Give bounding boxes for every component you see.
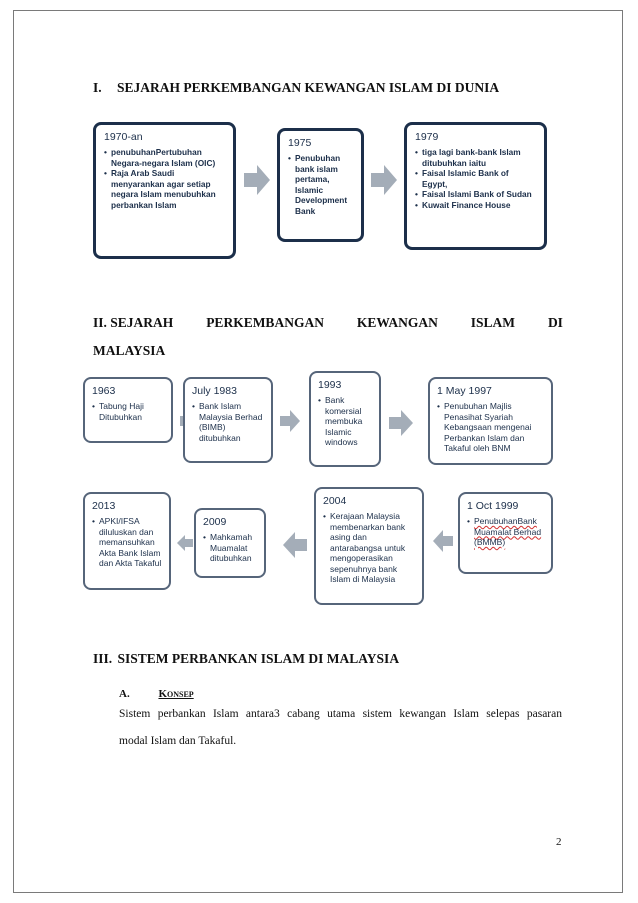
box-item: • Kuwait Finance House (415, 200, 536, 211)
timeline-box-1979 (404, 122, 547, 250)
box-item: • Mahkamah Muamalat ditubuhkan (203, 532, 257, 564)
timeline-box-1963 (83, 377, 173, 443)
timeline-box-1993 (309, 371, 381, 467)
subsection-letter: A. (119, 688, 130, 700)
concept-paragraph (119, 702, 562, 753)
box-year-label: 1963 (92, 385, 116, 397)
section-2-title-line2: MALAYSIA (93, 343, 166, 358)
timeline-box-july-1983 (183, 377, 273, 463)
timeline-box-1970s (93, 122, 236, 259)
section-3-title: SISTEM PERBANKAN ISLAM DI MALAYSIA (117, 651, 400, 666)
box-item (467, 516, 544, 548)
left-arrow-icon (433, 530, 453, 552)
section-2-title-word: SEJARAH (110, 315, 174, 330)
box-item: • Bank Islam Malaysia Berhad (BIMB) ditubuhkan (192, 401, 264, 443)
section-1-number: I. (93, 80, 102, 95)
box-year-label: 1975 (288, 137, 312, 149)
timeline-box-2009 (194, 508, 266, 578)
box-item: • Penubuhan Majlis Penasihat Syariah Kebangsaan mengenai Perbankan Islam dan Takaful oleh BNM (437, 401, 544, 454)
box-item: • Penubuhan bank islam pertama, Islamic Development Bank (288, 153, 353, 216)
timeline-box-1-oct-1999 (458, 492, 553, 574)
left-arrow-icon (283, 532, 307, 558)
right-arrow-icon (244, 165, 270, 195)
timeline-box-2013 (83, 492, 171, 590)
page-number: 2 (556, 836, 562, 848)
box-year-label: 1979 (415, 131, 439, 143)
box-year-label: 1 May 1997 (437, 385, 492, 397)
box-item: • tiga lagi bank-bank Islam ditubuhkan iaitu (415, 147, 536, 168)
left-arrow-icon (177, 535, 193, 551)
box-year-label: 1 Oct 1999 (467, 500, 519, 512)
box-year-label: July 1983 (192, 385, 237, 397)
right-arrow-icon (389, 410, 413, 436)
box-item: • Tabung Haji Ditubuhkan (92, 401, 164, 422)
section-2-title-word: KEWANGAN (356, 315, 438, 330)
section-3-number: III. (93, 651, 113, 666)
section-1-title: SEJARAH PERKEMBANGAN KEWANGAN ISLAM DI DUNIA (117, 80, 500, 95)
subsection-title: Konsep (158, 688, 194, 700)
box-item: • APKI/IFSA diluluskan dan memansuhkan Akta Bank Islam dan Akta Takaful (92, 516, 162, 569)
paragraph-line: modal Islam dan Takaful. (119, 735, 237, 747)
box-item: • Raja Arab Saudi menyarankan agar setiap negara Islam menubuhkan perbankan Islam (104, 168, 225, 210)
box-year-label: 1970-an (104, 131, 143, 143)
section-2-title-word: PERKEMBANGAN (206, 315, 324, 330)
timeline-box-2004 (314, 487, 424, 605)
section-2-heading (93, 315, 563, 359)
box-year-label: 2013 (92, 500, 116, 512)
box-item: • Faisal Islamic Bank of Egypt, (415, 168, 536, 189)
box-year-label: 1993 (318, 379, 342, 391)
box-year-label: 2009 (203, 516, 227, 528)
box-item: • penubuhanPertubuhan Negara-negara Islam (OIC) (104, 147, 225, 168)
box-item-text: PenubuhanBank Muamalat Berhad (BMMB) (474, 516, 542, 547)
right-arrow-icon (280, 410, 300, 432)
section-2-title-word: ISLAM (470, 315, 516, 330)
section-1-heading (93, 80, 499, 96)
right-arrow-icon (371, 165, 397, 195)
section-3-heading (93, 651, 399, 667)
section-2-title-word: DI (547, 315, 563, 330)
box-item: • Kerajaan Malaysia membenarkan bank asing dan antarabangsa untuk mengoperasikan sepenuhnya bank Islam di Malaysia (323, 511, 415, 585)
timeline-box-1-may-1997 (428, 377, 553, 465)
subsection-heading (119, 688, 194, 700)
timeline-box-1975 (277, 128, 364, 242)
box-item: • Faisal Islami Bank of Sudan (415, 189, 536, 200)
box-item: • Bank komersial membuka Islamic windows (318, 395, 372, 448)
paragraph-line: Sistem perbankan Islam antara3 cabang utama sistem kewangan Islam selepas pasaran (119, 708, 562, 720)
box-year-label: 2004 (323, 495, 347, 507)
section-2-number: II. (93, 315, 107, 330)
